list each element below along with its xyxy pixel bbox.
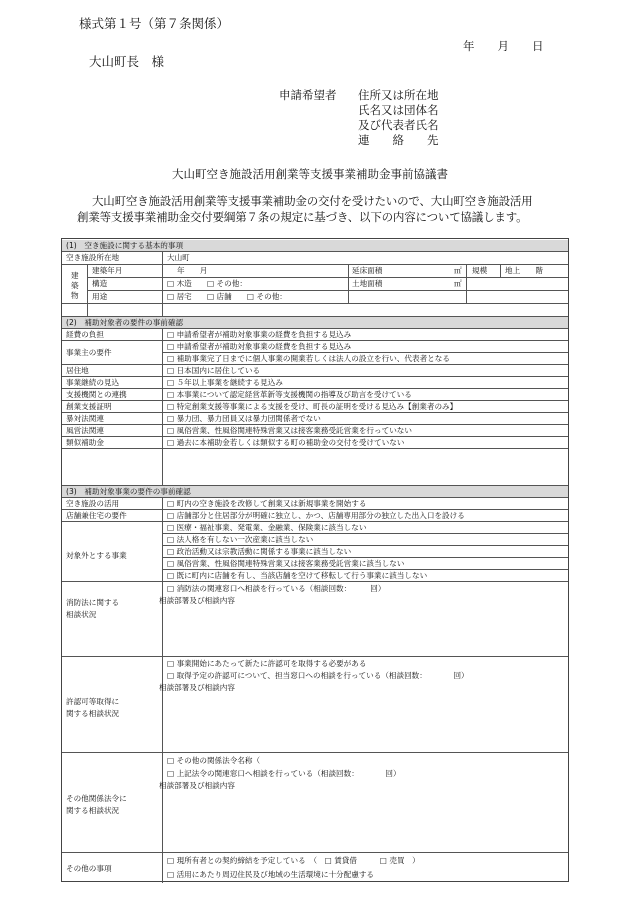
other-law-label	[66, 793, 127, 817]
permit-detail-area[interactable]	[162, 695, 562, 750]
location-label: 空き施設所在地	[66, 253, 120, 262]
support-agency-checkbox[interactable]: □ 本事業について認定経営革新等支援機関の指導及び助言を受けている	[167, 390, 412, 399]
fire-law-detail-area[interactable]	[162, 607, 562, 653]
permit-required-checkbox[interactable]: □ 事業開始にあたって新たに許認可を取得する必要がある	[167, 659, 367, 668]
scale-field[interactable]: 地上 階	[505, 266, 543, 275]
fire-law-checkbox[interactable]: □ 消防法の関連窓口へ相談を行っている（相談回数： 回）	[167, 584, 386, 593]
contract-checkbox[interactable]: □ 現所有者との契約締結を予定している （ □ 賃貸借 □ 売買 ）	[167, 856, 420, 865]
use-options[interactable]: □ 居宅 □ 店舗 □ その他：	[167, 292, 287, 301]
permit-consulted-checkbox[interactable]: □ 取得予定の許認可について、担当窓口への相談を行っている（相談回数： 回）	[167, 671, 469, 680]
anti-gang-checkbox[interactable]: □ 暴力団、暴力団員又は暴力団関係者でない	[167, 414, 321, 423]
other-law-label-line1: その他関係法令に	[66, 794, 127, 803]
intro-line-2: 創業等支援事業補助金交付要綱第７条の規定に基づき、以下の内容について協議します。	[77, 210, 528, 224]
anti-gang-label: 暴対法関連	[66, 414, 104, 423]
startup-certificate-label: 創業支援証明	[66, 402, 112, 411]
excluded-checkbox-4[interactable]: □ 風俗営業、性風俗関連特殊営業又は接客業務受託営業に該当しない	[167, 559, 405, 568]
use-label: 用途	[92, 292, 108, 301]
applicant-representative-label: 及び代表者氏名	[358, 118, 439, 132]
consultation-form-table	[61, 238, 569, 882]
permit-detail-label: 相談部署及び相談内容	[159, 683, 235, 692]
land-area-unit: ㎡	[454, 279, 462, 288]
applicant-address-label: 住所又は所在地	[358, 88, 439, 102]
document-title: 大山町空き施設活用創業等支援事業補助金事前協議書	[172, 167, 448, 181]
adult-business-checkbox[interactable]: □ 風俗営業、性風俗関連特殊営業又は接客業務受託営業を行っていない	[167, 426, 412, 435]
shop-residence-label: 店舗兼住宅の要件	[66, 511, 127, 520]
other-law-label-line2: 関する相談状況	[66, 806, 120, 815]
similar-subsidy-label: 類似補助金	[66, 438, 104, 447]
adult-business-label: 風営法関連	[66, 426, 104, 435]
year-built-field[interactable]: 年 月	[177, 266, 208, 275]
applicant-name-label: 氏名又は団体名	[358, 103, 439, 117]
other-law-detail-label: 相談部署及び相談内容	[159, 781, 235, 790]
other-law-name-field[interactable]: □ その他の関係法令名称（	[167, 756, 261, 765]
community-consideration-checkbox[interactable]: □ 活用にあたり周辺住民及び地域の生活環境に十分配慮する	[167, 870, 375, 879]
expense-label: 経費の負担	[66, 330, 104, 339]
other-law-detail-area[interactable]	[162, 793, 562, 849]
owner-requirement-label: 事業主の要件	[66, 348, 112, 357]
structure-label: 構造	[92, 279, 108, 288]
intro-line-1: 大山町空き施設活用創業等支援事業補助金の交付を受けたいので、大山町空き施設活用	[92, 194, 533, 208]
startup-certificate-checkbox[interactable]: □ 特定創業支援等事業による支援を受け、町長の証明を受ける見込み【創業者のみ】	[167, 402, 458, 411]
floor-area-label: 延床面積	[352, 266, 383, 275]
excluded-business-label: 対象外とする事業	[66, 551, 127, 560]
similar-subsidy-checkbox[interactable]: □ 過去に本補助金若しくは類似する町の補助金の交付を受けていない	[167, 438, 405, 447]
excluded-checkbox-3[interactable]: □ 政治活動又は宗教活動に関係する事業に該当しない	[167, 547, 352, 556]
applicant-contact-label: 連 絡 先	[358, 133, 439, 147]
other-law-consulted-checkbox[interactable]: □ 上記法令の関連窓口へ相談を行っている（相談回数： 回）	[167, 769, 401, 778]
shop-residence-checkbox[interactable]: □ 店舗部分と住居部分が明確に独立し、かつ、店舗専用部分の独立した出入口を設ける	[167, 511, 465, 520]
scale-label: 規模	[472, 266, 488, 275]
section1-title: (1) 空き施設に関する基本的事項	[66, 241, 184, 250]
support-agency-label: 支援機関との連携	[66, 390, 127, 399]
fire-law-label-line1: 消防法に関する	[66, 598, 120, 607]
residence-label: 居住地	[66, 366, 89, 375]
applicant-label: 申請希望者	[279, 88, 337, 102]
expense-checkbox[interactable]: □ 申請希望者が補助対象事業の経費を負担する見込み	[167, 330, 352, 339]
land-area-label: 土地面積	[352, 279, 383, 288]
permit-label	[66, 696, 119, 720]
fire-law-detail-label: 相談部署及び相談内容	[159, 596, 235, 605]
floor-area-unit: ㎡	[454, 266, 462, 275]
excluded-checkbox-2[interactable]: □ 法人格を有しない一次産業に該当しない	[167, 535, 314, 544]
owner-requirement-checkbox-1[interactable]: □ 申請希望者が補助対象事業の経費を負担する見込み	[167, 342, 352, 351]
continuation-label: 事業継続の見込	[66, 378, 120, 387]
residence-checkbox[interactable]: □ 日本国内に居住している	[167, 366, 261, 375]
addressee: 大山町長 様	[89, 54, 165, 69]
year-built-label: 建築年月	[92, 266, 123, 275]
excluded-checkbox-1[interactable]: □ 医療・福祉事業、発電業、金融業、保険業に該当しない	[167, 523, 367, 532]
building-label: 建築物	[71, 271, 79, 300]
permit-label-line1: 許認可等取得に	[66, 697, 120, 706]
location-field[interactable]: 大山町	[167, 253, 190, 262]
structure-options[interactable]: □ 木造 □ その他：	[167, 279, 247, 288]
excluded-checkbox-5[interactable]: □ 既に町内に店舗を有し、当該店舗を空けて移転して行う事業に該当しない	[167, 571, 428, 580]
date-field: 年 月 日	[463, 39, 544, 53]
fire-law-label-line2: 相談状況	[66, 610, 97, 619]
fire-law-label	[66, 597, 119, 621]
permit-label-line2: 関する相談状況	[66, 709, 120, 718]
section2-title: (2) 補助対象者の要件の事前確認	[66, 318, 184, 327]
section3-title: (3) 補助対象事業の要件の事前確認	[66, 487, 191, 496]
misc-label: その他の事項	[66, 864, 112, 873]
vacant-use-checkbox[interactable]: □ 町内の空き施設を改修して創業又は新規事業を開始する	[167, 499, 367, 508]
form-number: 様式第１号（第７条関係）	[79, 16, 230, 31]
continuation-checkbox[interactable]: □ ５年以上事業を継続する見込み	[167, 378, 283, 387]
owner-requirement-checkbox-2[interactable]: □ 補助事業完了日までに個人事業の開業若しくは法人の設立を行い、代表者となる	[167, 354, 450, 363]
vacant-use-label: 空き施設の活用	[66, 499, 120, 508]
